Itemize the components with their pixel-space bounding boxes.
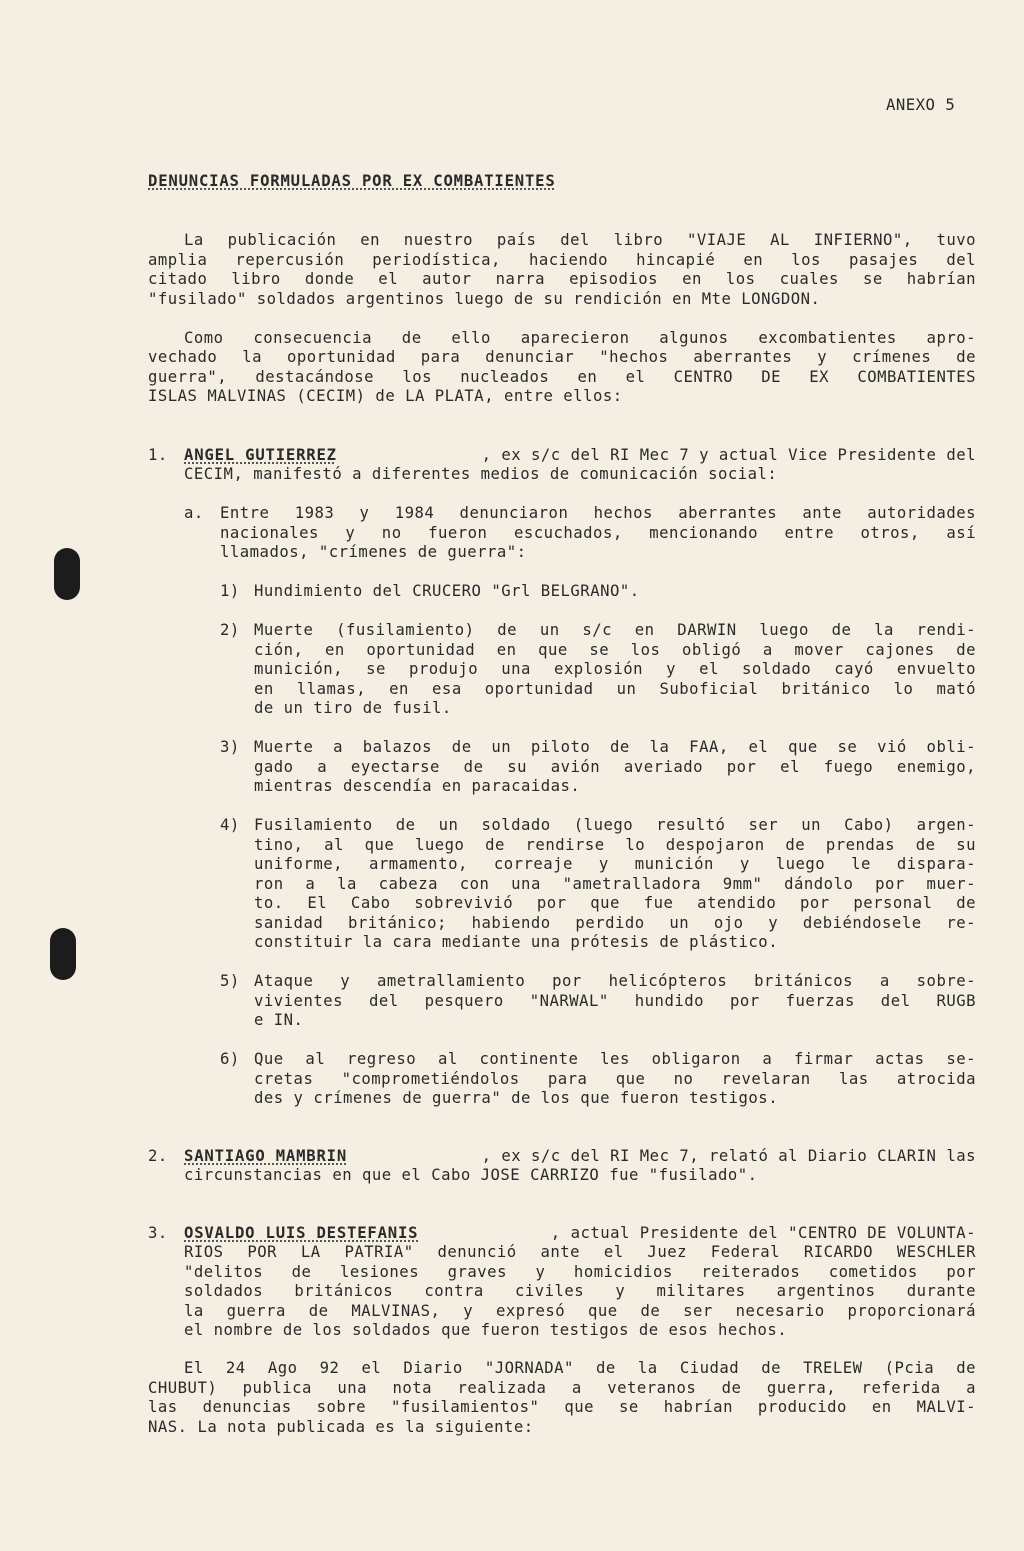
list-line: Muerte (fusilamiento) de un s/c en DARWIN luego de la rendi-	[254, 621, 976, 639]
item-text: , ex s/c del RI Mec 7, relató al Diario CLARIN las	[481, 1147, 976, 1165]
item-line	[184, 1147, 976, 1167]
item-line	[184, 446, 976, 466]
list-line: Que al regreso al continente les obligaron a firmar actas se-	[254, 1050, 976, 1068]
list-line: Muerte a balazos de un piloto de la FAA, el que se vió obli-	[254, 738, 976, 756]
list-line: des y crímenes de guerra" de los que fueron testigos.	[254, 1089, 779, 1107]
closing-line: El 24 Ago 92 el Diario "JORNADA" de la Ciudad de TRELEW (Pcia de	[184, 1359, 976, 1377]
list-line: uniforme, armamento, correaje y munición y luego le dispara-	[254, 855, 976, 873]
list-line: constituir la cara mediante una prótesis de plástico.	[254, 933, 779, 951]
item-line: RIOS POR LA PATRIA" denunció ante el Juez Federal RICARDO WESCHLER	[184, 1243, 976, 1261]
person-name: OSVALDO LUIS DESTEFANIS	[184, 1224, 419, 1242]
item-line: CECIM, manifestó a diferentes medios de comunicación social:	[184, 465, 778, 483]
list-line: tino, al que luego de rendirse lo despojaron de prendas de su	[254, 836, 976, 854]
item-number: 1.	[148, 446, 168, 464]
list-line: de un tiro de fusil.	[254, 699, 452, 717]
subitem-line: llamados, "crímenes de guerra":	[220, 543, 527, 561]
intro-line: La publicación en nuestro país del libro "VIAJE AL INFIERNO", tuvo	[184, 231, 976, 249]
item-line: soldados británicos contra civiles y militares argentinos durante	[184, 1282, 976, 1300]
list-number: 2)	[220, 621, 240, 639]
paragraph-line: vechado la oportunidad para denunciar "hechos aberrantes y crímenes de	[148, 348, 976, 366]
paragraph-line: Como consecuencia de ello aparecieron algunos excombatientes apro-	[184, 329, 976, 347]
annex-label: ANEXO 5	[886, 96, 956, 114]
list-line: gado a eyectarse de su avión averiado por el fuego enemigo,	[254, 758, 976, 776]
paragraph-line: ISLAS MALVINAS (CECIM) de LA PLATA, entre ellos:	[148, 387, 623, 405]
subitem-line: Entre 1983 y 1984 denunciaron hechos aberrantes ante autoridades	[220, 504, 976, 522]
list-line: ción, en oportunidad en que se los obligó a mover cajones de	[254, 641, 976, 659]
intro-line: amplia repercusión periodística, haciendo hincapié en los pasajes del	[148, 251, 976, 269]
list-line: to. El Cabo sobrevivió por que fue atendido por personal de	[254, 894, 976, 912]
list-line: vivientes del pesquero "NARWAL" hundido por fuerzas del RUGB	[254, 992, 976, 1010]
item-text: , actual Presidente del "CENTRO DE VOLUNTA-	[550, 1224, 976, 1242]
list-line: en llamas, en esa oportunidad un Suboficial británico lo mató	[254, 680, 976, 698]
intro-line: citado libro donde el autor narra episodios en los cuales se habrían	[148, 270, 976, 288]
list-line: Fusilamiento de un soldado (luego resultó ser un Cabo) argen-	[254, 816, 976, 834]
subitem-line: nacionales y no fueron escuchados, mencionando entre otros, así	[220, 524, 976, 542]
list-line: Hundimiento del CRUCERO "Grl BELGRANO".	[254, 582, 640, 600]
list-line: cretas "comprometiéndolos para que no revelaran las atrocida	[254, 1070, 976, 1088]
person-name: SANTIAGO MAMBRIN	[184, 1147, 348, 1165]
item-number: 3.	[148, 1224, 168, 1242]
item-number: 2.	[148, 1147, 168, 1165]
item-text: , ex s/c del RI Mec 7 y actual Vice Presidente del	[481, 446, 976, 464]
list-number: 6)	[220, 1050, 240, 1068]
item-line: el nombre de los soldados que fueron testigos de esos hechos.	[184, 1321, 788, 1339]
intro-line: "fusilado" soldados argentinos luego de su rendición en Mte LONGDON.	[148, 290, 821, 308]
document-title: DENUNCIAS FORMULADAS POR EX COMBATIENTES	[148, 172, 556, 190]
list-number: 1)	[220, 582, 240, 600]
item-line: "delitos de lesiones graves y homicidios reiterados cometidos por	[184, 1263, 976, 1281]
list-number: 4)	[220, 816, 240, 834]
item-line: la guerra de MALVINAS, y expresó que de ser necesario proporcionará	[184, 1302, 976, 1320]
punch-hole-top	[54, 548, 80, 600]
closing-line: las denuncias sobre "fusilamientos" que se habrían producido en MALVI-	[148, 1398, 976, 1416]
subitem-label: a.	[184, 504, 204, 522]
closing-line: NAS. La nota publicada es la siguiente:	[148, 1418, 534, 1436]
list-number: 3)	[220, 738, 240, 756]
item-line: circunstancias en que el Cabo JOSE CARRIZO fue "fusilado".	[184, 1166, 758, 1184]
list-number: 5)	[220, 972, 240, 990]
person-name: ANGEL GUTIERREZ	[184, 446, 337, 464]
paragraph-line: guerra", destacándose los nucleados en el CENTRO DE EX COMBATIENTES	[148, 368, 976, 386]
item-line	[184, 1224, 976, 1244]
punch-hole-bottom	[50, 928, 76, 980]
list-line: munición, se produjo una explosión y el soldado cayó envuelto	[254, 660, 976, 678]
closing-line: CHUBUT) publica una nota realizada a veteranos de guerra, referida a	[148, 1379, 976, 1397]
list-line: mientras descendía en paracaidas.	[254, 777, 581, 795]
list-line: Ataque y ametrallamiento por helicópteros británicos a sobre-	[254, 972, 976, 990]
list-line: sanidad británico; habiendo perdido un ojo y debiéndosele re-	[254, 914, 976, 932]
list-line: e IN.	[254, 1011, 304, 1029]
list-line: ron a la cabeza con una "ametralladora 9mm" dándolo por muer-	[254, 875, 976, 893]
